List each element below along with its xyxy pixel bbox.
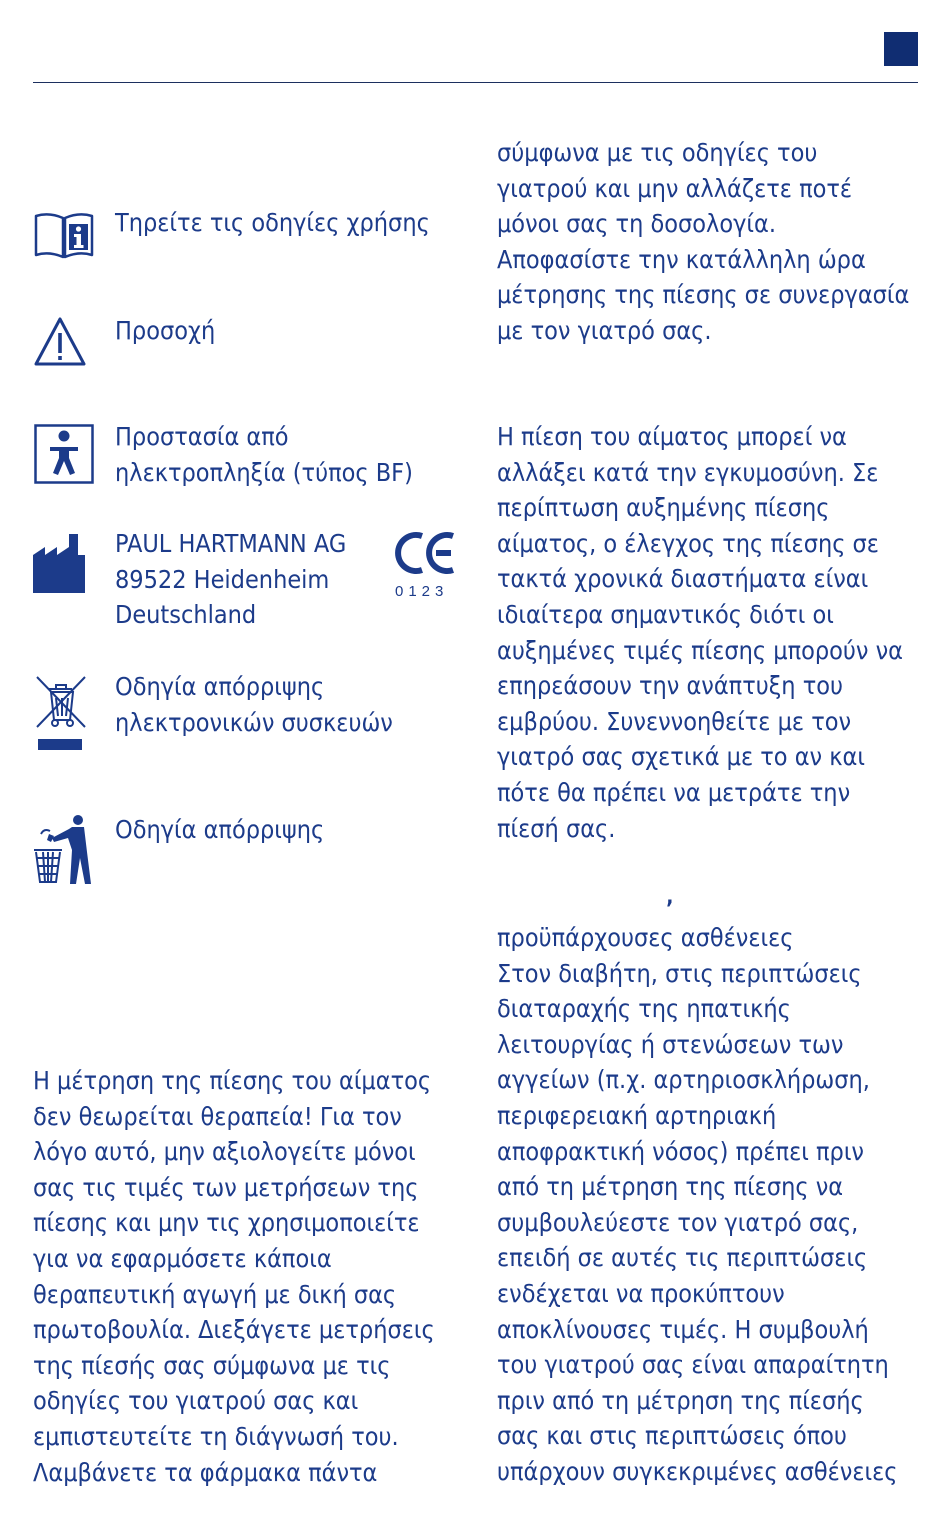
warning-triangle-icon: [33, 316, 87, 368]
stray-tick-mark: ʼ: [666, 897, 674, 922]
symbol-label-bf: Προστασία από ηλεκτροπληξία (τύπος BF): [115, 422, 413, 487]
manufacturer-address: PAUL HARTMANN AG 89522 Heidenheim Deutschland: [115, 529, 347, 630]
therapy-paragraph: Η μέτρηση της πίεσης του αίματος δεν θεωρείται θεραπεία! Για τον λόγο αυτό, μην αξιολογείτε μόνοι σας τις τιμές των μετρήσεων της πίεσης και μην τις χρησιμοποιείτε για να εφαρμόσετε κάποια θεραπευτική αγωγή με δική σας πρωτοβουλία. Διεξάγετε μετρήσεις της πίεσής σας σύμφωνα με τις οδηγίες του γιατρού σας και εμπιστευτείτε τη διάγνωσή του. Λαμβάνετε τα φάρμακα πάντα: [33, 1066, 435, 1487]
page-corner-marker: [884, 32, 918, 66]
conditions-paragraph: προϋπάρχουσες ασθένειες Στον διαβήτη, στις περιπτώσεις διαταραχής της ηπατικής λειτουργίας ή στενώσεων των αγγείων (π.χ. αρτηριοσκλήρωση, περιφερειακή αρτηριακή αποφρακτική νόσος) πρέπει πριν από τη μέτρηση της πίεσης να συμβουλεύεστε τον γιατρό σας, επειδή σε αυτές τις περιπτώσεις ενδέχεται να προκύπτουν αποκλίνουσες τιμές. Η συμβουλή του γιατρού σας είναι απαραίτητη πριν από τη μέτρηση της πίεσής σας και στις περιπτώσεις όπου υπάρχουν συγκεκριμένες ασθένειες: [497, 923, 898, 1486]
symbol-label-warning: Προσοχή: [115, 316, 216, 345]
pregnancy-paragraph: Η πίεση του αίματος μπορεί να αλλάξει κατά την εγκυμοσύνη. Σε περίπτωση αυξημένης πίεσης αίματος, ο έλεγχος της πίεσης σε τακτά χρονικά διαστήματα είναι ιδιαίτερα σημαντικός διότι οι αυξημένες τιμές πίεσης μπορούν να επηρεάσουν την ανάπτυξη του εμβρύου. Συνεννοηθείτε με τον γιατρό σας σχετικά με το αν και πότε θα πρέπει να μετράτε την πίεσή σας.: [497, 422, 904, 843]
symbol-label-manual: Τηρείτε τις οδηγίες χρήσης: [115, 208, 430, 237]
manufacturer-factory-icon: [33, 533, 85, 593]
ce-notified-body-number: 0123: [395, 583, 449, 600]
continuation-paragraph: σύμφωνα με τις οδηγίες του γιατρού και μην αλλάζετε ποτέ μόνοι σας τη δοσολογία. Αποφασίστε την κατάλληλη ώρα μέτρησης της πίεσης σε συνεργασία με τον γιατρό σας.: [497, 138, 910, 345]
tidy-man-disposal-icon: [32, 814, 92, 886]
bf-applied-part-icon: [34, 424, 94, 484]
header-rule: [33, 82, 918, 83]
manual-info-icon: [33, 210, 95, 260]
symbol-label-disposal: Οδηγία απόρριψης: [115, 815, 325, 844]
crossed-bin-weee-icon: [34, 674, 88, 752]
symbol-label-weee: Οδηγία απόρριψης ηλεκτρονικών συσκευών: [115, 672, 393, 737]
ce-mark-icon: [395, 530, 457, 576]
